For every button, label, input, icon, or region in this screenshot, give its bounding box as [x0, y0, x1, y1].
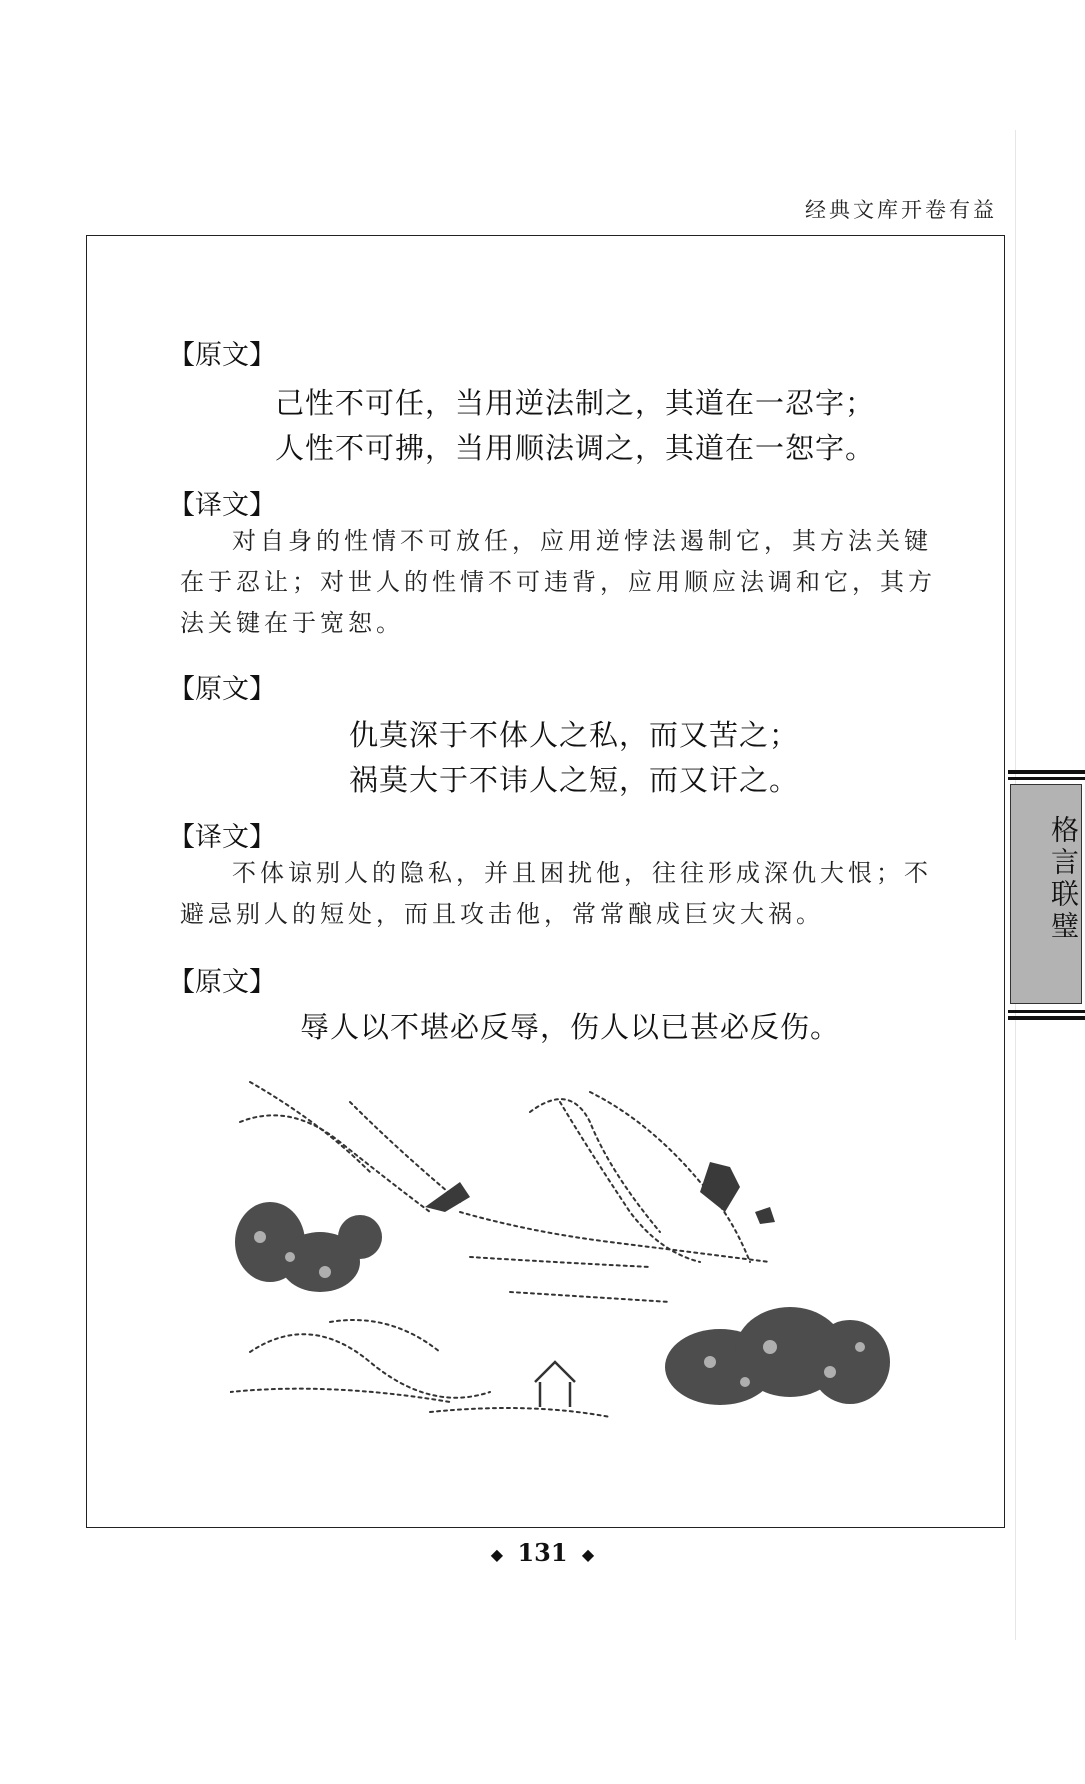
original-line-2-2: 祸莫大于不讳人之短，而又讦之。 [349, 763, 800, 797]
diamond-ornament-left: ◆ [490, 1545, 504, 1564]
original-label-3: 【原文】 [168, 967, 276, 998]
original-label-2: 【原文】 [168, 674, 276, 705]
original-label-1: 【原文】 [168, 340, 276, 371]
tab-bottom-bars [1008, 1010, 1085, 1020]
translation-text-2: 不体谅别人的隐私，并且困扰他，往往形成深仇大恨；不避忌别人的短处，而且攻击他，常常酿成巨灾大祸。 [180, 859, 932, 928]
translation-text-1: 对自身的性情不可放任，应用逆悖法遏制它，其方法关键在于忍让；对世人的性情不可违背，应用顺应法调和它，其方法关键在于宽恕。 [180, 527, 936, 637]
diamond-ornament-right: ◆ [581, 1545, 595, 1564]
translation-label-1: 【译文】 [168, 490, 276, 521]
translation-label-2: 【译文】 [168, 822, 276, 853]
running-header: 经典文库开卷有益 [805, 198, 997, 222]
original-line-3-1: 辱人以不堪必反辱，伤人以已甚必反伤。 [300, 1010, 841, 1044]
tab-body [1010, 784, 1082, 1004]
original-line-1-1: 己性不可任，当用逆法制之，其道在一忍字； [275, 386, 876, 420]
landscape-illustration [230, 1062, 895, 1447]
page-number-footer [0, 1538, 1085, 1567]
page-number: 131 [517, 1538, 568, 1567]
tab-top-bars [1008, 770, 1085, 780]
chapter-side-tab [1008, 770, 1085, 1020]
tab-label: 格言联璧 [1047, 815, 1080, 943]
original-line-1-2: 人性不可拂，当用顺法调之，其道在一恕字。 [275, 431, 876, 465]
original-line-2-1: 仇莫深于不体人之私，而又苦之； [349, 718, 800, 752]
